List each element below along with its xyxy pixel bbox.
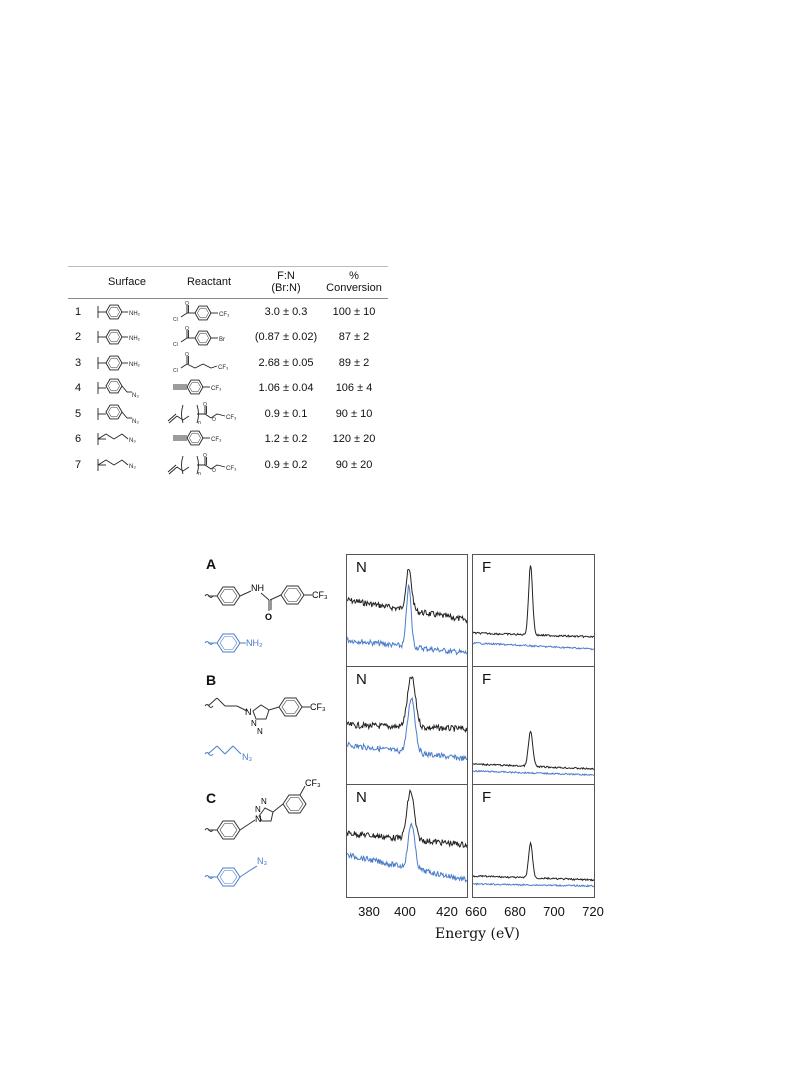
- row-reactant: [166, 350, 252, 376]
- x-axis-title: Energy (eV): [435, 926, 520, 942]
- reactant-structure-icon: [167, 300, 251, 324]
- reactant-structure-icon: [167, 325, 251, 349]
- header-fn-line1: F:N: [277, 270, 295, 282]
- reactant-label: Br: [219, 337, 225, 344]
- reactant-structure-icon: [167, 351, 251, 375]
- row-surface: [88, 401, 166, 427]
- table-top-rule: [68, 266, 388, 267]
- row-index: 4: [74, 382, 82, 395]
- repeat-n-label: n: [198, 470, 201, 477]
- table-header-row: [68, 266, 388, 299]
- row-fn-ratio: (0.87 ± 0.02): [254, 331, 318, 344]
- xps-f-plot-a: [472, 554, 595, 668]
- reactant-label: CF₃: [211, 386, 222, 393]
- panel-b-n3-label: N: [257, 727, 263, 736]
- surface-structure-icon: [92, 428, 162, 450]
- table-row: [68, 299, 388, 325]
- row-conversion: 90 ± 10: [335, 407, 373, 420]
- header-surface: Surface: [88, 266, 166, 299]
- reactant-structure-icon: [167, 376, 251, 400]
- row-fn-ratio: 3.0 ± 0.3: [264, 305, 308, 318]
- surface-structure-icon: [92, 352, 162, 374]
- reactant-label: CF₃: [226, 414, 237, 421]
- row-reactant: [166, 325, 252, 351]
- oxygen-label: O: [203, 452, 207, 459]
- reactant-label: CF₃: [226, 465, 237, 472]
- conversion-table: [68, 266, 388, 478]
- header-reactant: Reactant: [166, 266, 252, 299]
- reactant-label: CF₃: [218, 364, 229, 371]
- header-fn-line2: (Br:N): [271, 282, 301, 294]
- surface-spectrum-line: [473, 883, 594, 886]
- reactant-structure-icon: [167, 402, 251, 426]
- repeat-n-label: n: [198, 419, 201, 426]
- oxygen-label: O: [203, 401, 207, 408]
- panel-c-n3-surface-label: N₃: [257, 856, 268, 866]
- panel-a-structures: [199, 568, 344, 673]
- x-tick-f-660: 660: [465, 904, 487, 919]
- header-conversion: [320, 266, 388, 299]
- surface-label: N₃: [132, 418, 139, 425]
- row-surface: [88, 452, 166, 478]
- row-index: 1: [74, 305, 82, 318]
- row-reactant: [166, 376, 252, 402]
- row-surface: [88, 325, 166, 351]
- surface-label: NH₂: [129, 361, 140, 368]
- panel-b-n2-label: N: [251, 719, 257, 728]
- row-index: 2: [74, 331, 82, 344]
- xps-f-plot-c: [472, 784, 595, 898]
- row-reactant: [166, 452, 252, 478]
- xps-f-plot-b: [472, 666, 595, 786]
- chlorine-label: Cl: [173, 316, 178, 323]
- row-index: 3: [74, 356, 82, 369]
- table-row: [68, 427, 388, 453]
- panel-a-nh-label: NH: [251, 583, 264, 593]
- panel-b-cf3-label: CF₃: [310, 702, 326, 712]
- surface-spectrum-line: [473, 643, 594, 650]
- ester-oxygen-label: O: [212, 416, 216, 423]
- x-tick-n-420: 420: [436, 904, 458, 919]
- header-conv-line2: Conversion: [326, 282, 382, 294]
- header-index: [68, 266, 88, 299]
- xps-n-plot-c: [346, 784, 468, 898]
- surface-structure-icon: [92, 326, 162, 348]
- row-index: 6: [74, 433, 82, 446]
- panel-a-cf3-label: CF₃: [312, 590, 328, 600]
- surface-label: NH₂: [129, 336, 140, 343]
- panel-letter-c: C: [206, 790, 217, 806]
- product-spectrum-line: [347, 569, 467, 622]
- row-fn-ratio: 2.68 ± 0.05: [258, 356, 314, 369]
- row-index: 7: [74, 458, 82, 471]
- surface-label: NH₂: [129, 310, 140, 317]
- row-reactant: [166, 427, 252, 453]
- reactant-structure-icon: [167, 427, 251, 451]
- row-conversion: 106 ± 4: [335, 382, 373, 395]
- row-fn-ratio: 1.06 ± 0.04: [258, 382, 314, 395]
- x-tick-n-380: 380: [358, 904, 380, 919]
- plot-letter-n: N: [356, 671, 367, 688]
- row-reactant: [166, 401, 252, 427]
- xps-n-plot-a: [346, 554, 468, 668]
- surface-structure-icon: [92, 301, 162, 323]
- table-row: [68, 376, 388, 402]
- plot-letter-f: F: [482, 789, 492, 806]
- panel-c-n2-label: N: [255, 805, 261, 814]
- plot-letter-n: N: [356, 559, 367, 576]
- panel-c-structures: [199, 776, 344, 896]
- surface-structure-icon: [92, 403, 162, 425]
- product-spectrum-line: [473, 566, 594, 638]
- row-conversion: 120 ± 20: [332, 433, 376, 446]
- surface-spectrum-line: [473, 771, 594, 776]
- reactant-structure-icon: [167, 453, 251, 477]
- row-fn-ratio: 1.2 ± 0.2: [264, 433, 308, 446]
- row-conversion: 89 ± 2: [338, 356, 370, 369]
- reactant-label: CF₃: [211, 437, 222, 444]
- row-surface: [88, 376, 166, 402]
- xps-figure: [195, 548, 615, 948]
- table-row: [68, 401, 388, 427]
- row-surface: [88, 427, 166, 453]
- ester-oxygen-label: O: [212, 467, 216, 474]
- plot-letter-f: F: [482, 671, 492, 688]
- chlorine-label: Cl: [173, 342, 178, 349]
- row-index: 5: [74, 407, 82, 420]
- panel-c-n3-label: N: [261, 797, 267, 806]
- reactant-label: CF₃: [219, 311, 230, 318]
- xps-n-plot-b: [346, 666, 468, 786]
- row-conversion: 87 ± 2: [338, 331, 370, 344]
- chlorine-label: Cl: [173, 367, 178, 374]
- surface-structure-icon: [92, 454, 162, 476]
- x-tick-n-400: 400: [394, 904, 416, 919]
- product-spectrum-line: [473, 732, 594, 770]
- row-surface: [88, 350, 166, 376]
- table-row: [68, 452, 388, 478]
- plot-letter-f: F: [482, 559, 492, 576]
- panel-b-structures: [199, 686, 344, 786]
- x-tick-f-720: 720: [582, 904, 604, 919]
- oxygen-label: O: [185, 300, 189, 307]
- surface-label: N₃: [129, 463, 136, 470]
- table-row: [68, 350, 388, 376]
- panel-a-nh2-label: NH₂: [246, 638, 263, 648]
- row-conversion: 90 ± 20: [335, 458, 373, 471]
- header-fn-ratio: [252, 266, 320, 299]
- row-conversion: 100 ± 10: [332, 305, 376, 318]
- product-spectrum-line: [473, 843, 594, 881]
- row-fn-ratio: 0.9 ± 0.1: [264, 407, 308, 420]
- surface-structure-icon: [92, 377, 162, 399]
- plot-letter-n: N: [356, 789, 367, 806]
- x-tick-f-680: 680: [504, 904, 526, 919]
- oxygen-label: O: [185, 351, 189, 358]
- row-surface: [88, 299, 166, 325]
- panel-a-o-label: O: [265, 612, 273, 622]
- surface-spectrum-line: [347, 585, 467, 655]
- panel-b-n1-label: N: [245, 707, 252, 717]
- row-reactant: [166, 299, 252, 325]
- row-fn-ratio: 0.9 ± 0.2: [264, 458, 308, 471]
- panel-c-cf3-label: CF₃: [305, 778, 321, 788]
- table-row: [68, 325, 388, 351]
- oxygen-label: O: [185, 326, 189, 333]
- x-tick-f-700: 700: [543, 904, 565, 919]
- panel-c-n1-label: N: [255, 814, 262, 824]
- header-conv-line1: %: [349, 270, 359, 282]
- panel-letter-a: A: [206, 556, 217, 572]
- surface-label: N₃: [132, 393, 139, 400]
- panel-b-n3-surface-label: N₃: [242, 752, 253, 762]
- panel-letter-b: B: [206, 672, 217, 688]
- surface-spectrum-line: [347, 824, 467, 882]
- surface-label: N₃: [129, 438, 136, 445]
